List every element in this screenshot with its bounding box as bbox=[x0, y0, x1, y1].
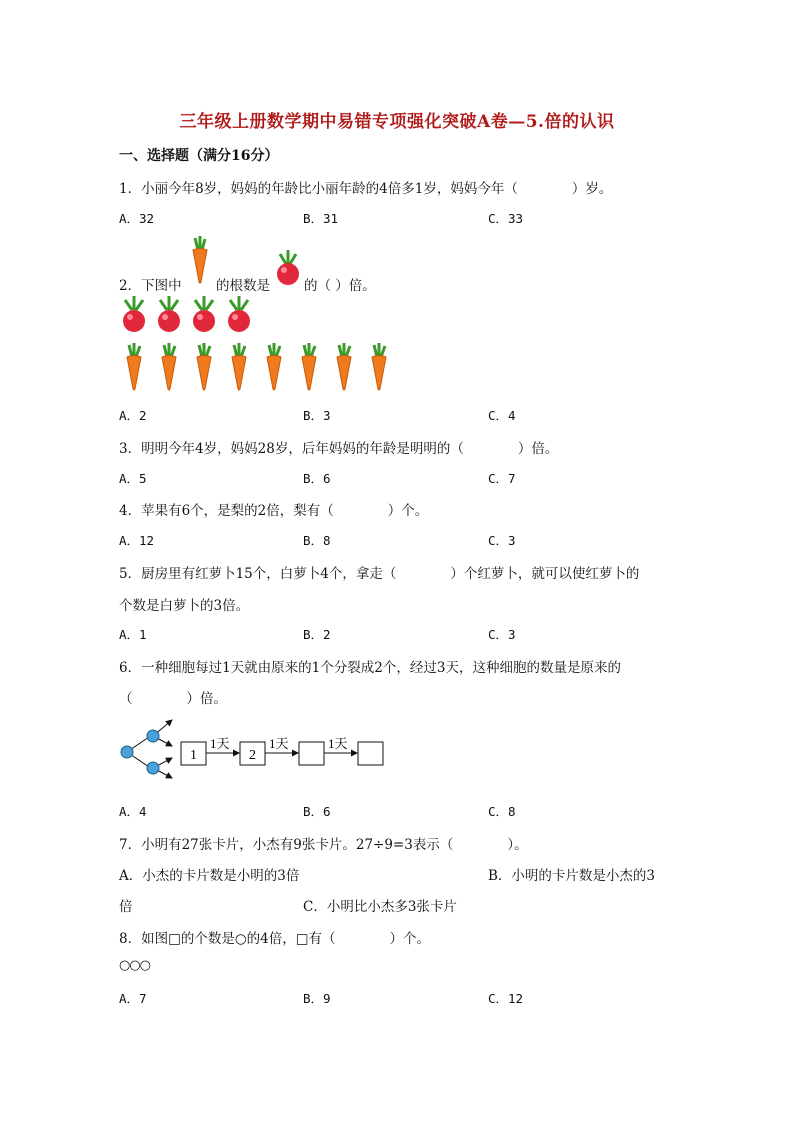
q7-option-b-line-1: B．小明的卡片数是小杰的3 bbox=[488, 868, 656, 884]
q4-option-c: C．3 bbox=[488, 533, 516, 548]
q2-option-c: C．4 bbox=[488, 408, 516, 423]
q1-option-b: B．31 bbox=[303, 211, 339, 226]
question-3: 3．明明今年4岁，妈妈28岁，后年妈妈的年龄是明明的（ ）倍。 bbox=[119, 441, 559, 457]
carrot-row bbox=[119, 343, 399, 393]
box-2-label: 2 bbox=[249, 748, 256, 763]
q4-option-b: B．8 bbox=[303, 533, 331, 548]
q4-option-a: A．12 bbox=[119, 533, 155, 548]
circles-figure: ○○○ bbox=[119, 958, 151, 973]
question-4: 4．苹果有6个，是梨的2倍，梨有（ ）个。 bbox=[119, 503, 429, 519]
box-1-label: 1 bbox=[190, 748, 197, 763]
carrot-icon bbox=[294, 343, 324, 391]
q1-option-a: A．32 bbox=[119, 211, 155, 226]
q2-option-b: B．3 bbox=[303, 408, 331, 423]
cell-division-diagram bbox=[116, 712, 391, 782]
carrot-icon bbox=[154, 343, 184, 391]
radish-icon bbox=[154, 296, 184, 334]
carrot-icon bbox=[119, 343, 149, 391]
q5-option-a: A．1 bbox=[119, 627, 147, 642]
arrow-label-3: 1天 bbox=[328, 736, 348, 751]
q3-option-b: B．6 bbox=[303, 471, 331, 486]
carrot-icon bbox=[329, 343, 359, 391]
q3-option-c: C．7 bbox=[488, 471, 516, 486]
carrot-icon bbox=[364, 343, 394, 391]
q8-option-c: C．12 bbox=[488, 991, 524, 1006]
cell-tree-icon bbox=[121, 720, 172, 778]
carrot-icon bbox=[224, 343, 254, 391]
q3-option-a: A．5 bbox=[119, 471, 147, 486]
question-2-part-c: 的（ ）倍。 bbox=[304, 278, 376, 294]
q5-option-c: C．3 bbox=[488, 627, 516, 642]
question-5-line-2: 个数是白萝卜的3倍。 bbox=[119, 598, 250, 614]
question-6-line-1: 6．一种细胞每过1天就由原来的1个分裂成2个，经过3天，这种细胞的数量是原来的 bbox=[119, 660, 621, 676]
q6-option-b: B．6 bbox=[303, 804, 331, 819]
question-2-part-a: 2．下图中 bbox=[119, 278, 182, 294]
empty-box-4 bbox=[358, 742, 383, 765]
empty-box-3 bbox=[299, 742, 324, 765]
radish-icon bbox=[224, 296, 254, 334]
q2-option-a: A．2 bbox=[119, 408, 147, 423]
q7-option-b-line-2: 倍 bbox=[119, 899, 133, 915]
radish-icon bbox=[189, 296, 219, 334]
radish-icon bbox=[274, 250, 302, 288]
q8-option-a: A．7 bbox=[119, 991, 147, 1006]
section-heading: 一、选择题（满分16分） bbox=[119, 148, 279, 164]
radish-row bbox=[119, 296, 259, 336]
q6-option-a: A．4 bbox=[119, 804, 147, 819]
q7-option-a: A．小杰的卡片数是小明的3倍 bbox=[119, 868, 300, 884]
arrow-label-1: 1天 bbox=[210, 736, 230, 751]
q5-option-b: B．2 bbox=[303, 627, 331, 642]
arrow-label-2: 1天 bbox=[269, 736, 289, 751]
question-2-part-b: 的根数是 bbox=[216, 278, 270, 294]
question-1: 1．小丽今年8岁，妈妈的年龄比小丽年龄的4倍多1岁，妈妈今年（ ）岁。 bbox=[119, 181, 613, 197]
q7-option-c: C．小明比小杰多3张卡片 bbox=[303, 899, 457, 915]
carrot-icon bbox=[189, 343, 219, 391]
q8-option-b: B．9 bbox=[303, 991, 331, 1006]
q6-option-c: C．8 bbox=[488, 804, 516, 819]
question-8: 8．如图□的个数是○的4倍，□有（ ）个。 bbox=[119, 931, 430, 947]
page-title: 三年级上册数学期中易错专项强化突破A卷—5.倍的认识 bbox=[179, 112, 615, 132]
carrot-icon bbox=[259, 343, 289, 391]
radish-icon bbox=[119, 296, 149, 334]
question-6-line-2: （ ）倍。 bbox=[119, 691, 227, 707]
carrot-icon bbox=[186, 236, 212, 284]
question-7: 7．小明有27张卡片，小杰有9张卡片。27÷9=3表示（ ）。 bbox=[119, 837, 528, 853]
question-5-line-1: 5．厨房里有红萝卜15个，白萝卜4个，拿走（ ）个红萝卜，就可以使红萝卜的 bbox=[119, 566, 640, 582]
q1-option-c: C．33 bbox=[488, 211, 524, 226]
